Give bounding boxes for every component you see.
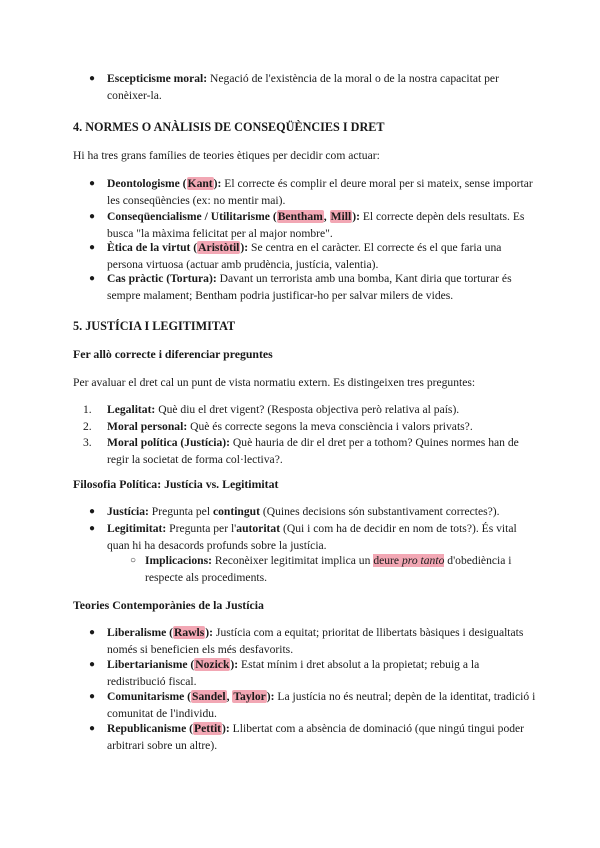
bullet-icon: ● [89, 211, 96, 222]
item-text: Llibertat com a absència de dominació (que ningú tingui poder arbitrari sobre un altre). [107, 722, 525, 752]
highlight: Pettit [194, 722, 222, 735]
term: Libertarianisme ( [107, 658, 195, 671]
list-item [89, 208, 538, 242]
term: Legitimitat: [107, 522, 167, 535]
item-text: Què diu el dret vigent? (Resposta objectiva però relativa al país). [155, 403, 460, 416]
highlight: Taylor [233, 690, 266, 703]
term-close: ): [240, 241, 249, 254]
term: Deontologisme ( [107, 177, 187, 190]
circle-bullet-icon: ○ [130, 555, 137, 566]
item-text: Què hauria de dir el dret per a tothom? Quines normes han de regir la societat de forma col·lectiva?. [107, 436, 519, 466]
subsection-title: Teories Contemporànies de la Justícia [73, 598, 264, 612]
term: Implicacions: [145, 554, 212, 567]
highlight: Nozick [195, 658, 230, 671]
item-text: La justícia no és neutral; depèn de la identitat, tradició i comunitat de l'individu. [107, 690, 536, 720]
term-close: ): [352, 210, 360, 223]
item-text: (Quines decisions són substantivament correctes?). [259, 505, 500, 518]
item-text: Pregunta pel [148, 505, 213, 518]
item-text: Davant un terrorista amb una bomba, Kant diria que torturar és sempre malament; Bentham podria justificar-ho per salvar milers de vides. [107, 272, 512, 302]
keyword: contingut [212, 505, 260, 518]
item-number: 2. [83, 420, 92, 433]
numbered-item [83, 401, 538, 418]
paragraph: Per avaluar el dret cal un punt de vista normatiu extern. Es distingeixen tres preguntes: [73, 376, 476, 389]
bullet-icon: ● [89, 523, 96, 534]
list-item [89, 624, 538, 658]
item-text: Se centra en el caràcter. El correcte és el que faria una persona virtuosa (actuar amb prudència, justícia, valentia). [107, 241, 502, 271]
term: Liberalisme ( [107, 626, 174, 639]
item-number: 1. [83, 403, 92, 416]
highlight: Kant [187, 177, 213, 190]
term: Legalitat: [107, 403, 156, 416]
bullet-icon: ● [89, 723, 96, 734]
item-text: El correcte és complir el deure moral per si mateix, sense importar les conseqüències (ex: no mentir mai). [107, 177, 533, 207]
bullet-icon: ● [89, 73, 96, 84]
bullet-icon: ● [89, 627, 96, 638]
list-item [89, 720, 538, 754]
term: Moral política (Justícia): [107, 436, 230, 449]
section-title: 4. NORMES O ANÀLISIS DE CONSEQÜÈNCIES I DRET [73, 120, 385, 134]
item-text: Pregunta per l' [166, 522, 237, 535]
bullet-icon: ● [89, 178, 96, 189]
highlight: Rawls [174, 626, 205, 639]
list-item [89, 656, 538, 690]
keyword: autoritat [236, 522, 281, 535]
item-text: El correcte depèn dels resultats. Es busca "la màxima felicitat per al major nombre". [107, 210, 525, 240]
bullet-icon: ● [89, 659, 96, 670]
bullet-icon: ● [89, 506, 96, 517]
sub-list-item [130, 552, 538, 586]
term-close: ): [266, 690, 275, 703]
bullet-icon: ● [89, 242, 96, 253]
numbered-item [83, 418, 538, 435]
list-item [89, 70, 538, 104]
term: Justícia: [107, 505, 149, 518]
item-text: (Qui i com ha de decidir en nom de tots?). És vital quan hi ha desacords profunds sobre la justícia. [107, 522, 517, 552]
term: Comunitarisme ( [107, 690, 192, 703]
item-text: Negació de l'existència de la moral o de la nostra capacitat per conèixer-la. [107, 72, 499, 102]
bullet-icon: ● [89, 273, 96, 284]
item-text: Estat mínim i dret absolut a la propietat; rebuig a la redistribució fiscal. [107, 658, 480, 688]
bullet-icon: ● [89, 691, 96, 702]
section-title: 5. JUSTÍCIA I LEGITIMITAT [73, 319, 236, 333]
highlight-italic: pro tanto [401, 554, 445, 567]
item-text: Què és correcte segons la meva consciència i valors privats?. [187, 420, 473, 433]
term-close: ): [230, 658, 239, 671]
list-item [89, 239, 538, 273]
item-text: d'obediència i respecte als procediments. [145, 554, 512, 584]
list-item [89, 270, 538, 304]
list-item [89, 688, 538, 722]
term: Cas pràctic (Tortura): [107, 272, 217, 285]
list-item [89, 520, 538, 554]
item-text: Reconèixer legitimitat implica un [212, 554, 374, 567]
list-item [89, 175, 538, 209]
paragraph: Hi ha tres grans famílies de teories ètiques per decidir com actuar: [73, 149, 380, 162]
term: Republicanisme ( [107, 722, 193, 735]
term: Conseqüencialisme / Utilitarisme ( [107, 210, 277, 223]
subsection-title: Filosofia Política: Justícia vs. Legitimitat [73, 477, 279, 491]
item-number: 3. [83, 436, 92, 449]
separator: , [323, 210, 330, 223]
term: Moral personal: [107, 420, 188, 433]
highlight: Sandel [192, 690, 226, 703]
highlight: Aristòtil [198, 241, 240, 254]
highlight: Bentham [277, 210, 323, 223]
term-close: ): [205, 626, 214, 639]
list-item [89, 503, 538, 520]
term-close: ): [222, 722, 230, 735]
term: Ètica de la virtut ( [107, 241, 198, 254]
term-close: ): [213, 177, 222, 190]
item-text: Justícia com a equitat; prioritat de llibertats bàsiques i desigualtats només si beneficien els més desfavorits. [107, 626, 524, 656]
numbered-item [83, 434, 538, 468]
highlight: deure [373, 554, 402, 567]
separator: , [226, 690, 233, 703]
subsection-title: Fer allò correcte i diferenciar preguntes [73, 347, 273, 361]
term: Escepticisme moral: [107, 72, 208, 85]
highlight: Mill [330, 210, 352, 223]
